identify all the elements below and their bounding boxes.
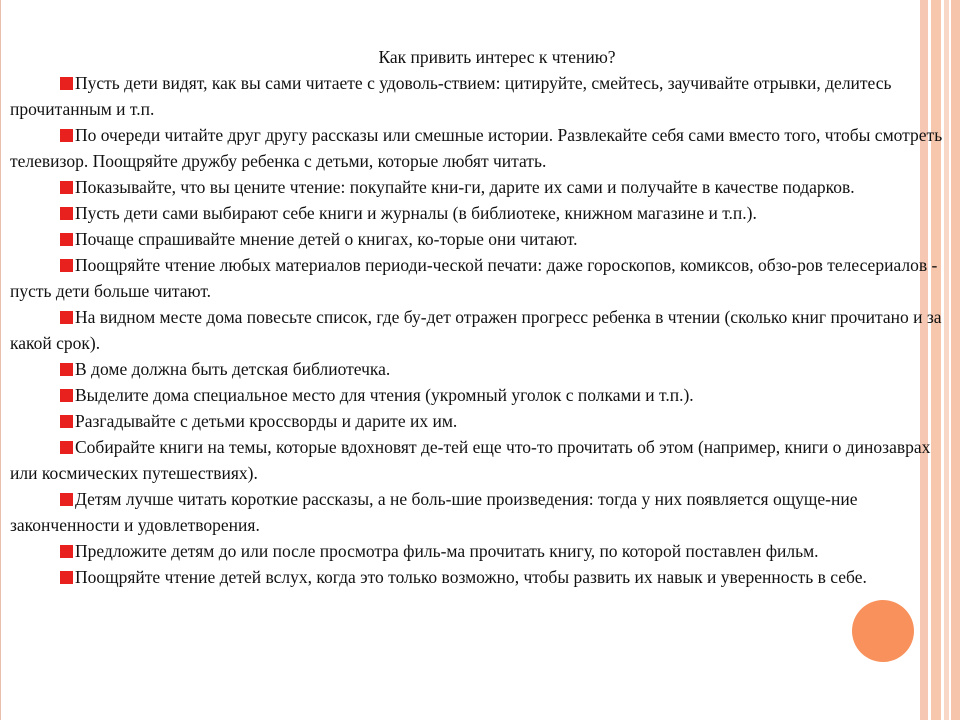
square-bullet-icon	[60, 77, 73, 90]
slide-content	[10, 44, 944, 590]
square-bullet-icon	[60, 181, 73, 194]
tip-text: Поощряйте чтение детей вслух, когда это только возможно, чтобы развить их навык и уверенность в себе.	[75, 567, 867, 587]
tip-paragraph	[10, 486, 944, 538]
tip-paragraph	[10, 564, 944, 590]
tip-text: На видном месте дома повесьте список, где бу-дет отражен прогресс ребенка в чтении (сколько книг прочитано и за какой срок).	[10, 307, 942, 353]
tip-paragraph	[10, 252, 944, 304]
tip-text: Пусть дети сами выбирают себе книги и журналы (в библиотеке, книжном магазине и т.п.).	[75, 203, 757, 223]
tip-text: Поощряйте чтение любых материалов периоди-ческой печати: даже гороскопов, комиксов, обзо-ров телесериалов - пусть дети больше читают.	[10, 255, 938, 301]
tip-paragraph	[10, 538, 944, 564]
tip-text: Почаще спрашивайте мнение детей о книгах, ко-торые они читают.	[75, 229, 578, 249]
tip-paragraph	[10, 174, 944, 200]
tip-paragraph	[10, 226, 944, 252]
tip-text: Показывайте, что вы цените чтение: покупайте кни-ги, дарите их сами и получайте в качестве подарков.	[75, 177, 855, 197]
tip-paragraph	[10, 70, 944, 122]
tip-paragraph	[10, 434, 944, 486]
square-bullet-icon	[60, 207, 73, 220]
tip-text: Детям лучше читать короткие рассказы, а не боль-шие произведения: тогда у них появляется ощуще-ние законченности и удовлетворения.	[10, 489, 858, 535]
square-bullet-icon	[60, 363, 73, 376]
tip-paragraph	[10, 200, 944, 226]
tip-paragraph	[10, 382, 944, 408]
decor-stripe	[951, 0, 960, 720]
tip-text: Пусть дети видят, как вы сами читаете с удоволь-ствием: цитируйте, смейтесь, заучивайте отрывки, делитесь прочитанным и т.п.	[10, 73, 892, 119]
tip-text: В доме должна быть детская библиотечка.	[75, 359, 391, 379]
slide-frame-line	[0, 0, 1, 720]
tip-text: Собирайте книги на темы, которые вдохновят де-тей еще что-то прочитать об этом (например, книги о динозаврах или космических путешествиях).	[10, 437, 931, 483]
tips-list	[10, 70, 944, 590]
square-bullet-icon	[60, 571, 73, 584]
square-bullet-icon	[60, 493, 73, 506]
tip-text: Выделите дома специальное место для чтения (укромный уголок с полками и т.п.).	[75, 385, 694, 405]
tip-paragraph	[10, 304, 944, 356]
square-bullet-icon	[60, 233, 73, 246]
square-bullet-icon	[60, 389, 73, 402]
tip-text: По очереди читайте друг другу рассказы или смешные истории. Развлекайте себя сами вместо того, чтобы смотреть телевизор. Поощряйте дружбу ребенка с детьми, которые любят читать.	[10, 125, 943, 171]
square-bullet-icon	[60, 415, 73, 428]
tip-text: Предложите детям до или после просмотра филь-ма прочитать книгу, по которой поставлен фильм.	[75, 541, 819, 561]
tip-paragraph	[10, 408, 944, 434]
square-bullet-icon	[60, 129, 73, 142]
square-bullet-icon	[60, 259, 73, 272]
tip-text: Разгадывайте с детьми кроссворды и дарите их им.	[75, 411, 458, 431]
square-bullet-icon	[60, 545, 73, 558]
square-bullet-icon	[60, 311, 73, 324]
square-bullet-icon	[60, 441, 73, 454]
slide-title: Как привить интерес к чтению?	[378, 47, 616, 67]
orange-circle-decoration	[852, 600, 914, 662]
tip-paragraph	[10, 122, 944, 174]
tip-paragraph	[10, 356, 944, 382]
